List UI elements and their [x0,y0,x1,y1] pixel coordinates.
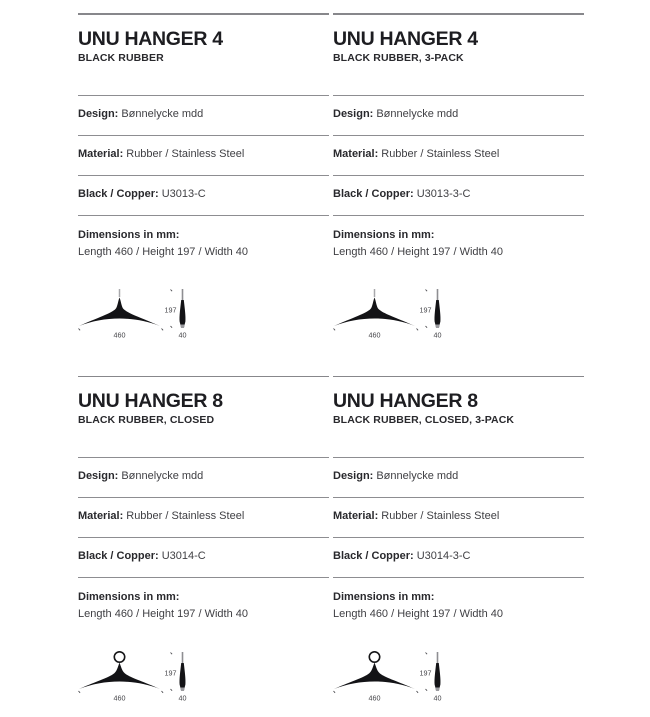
hanger-dimension-diagram [333,647,584,705]
spec-value-color-code: U3014-C [161,550,206,562]
card-top-divider [333,376,584,378]
spec-value-design: Bønnelycke mdd [376,107,459,120]
product-title: UNU HANGER 8 [333,390,478,412]
height-dim-label: 197 [164,305,177,314]
spec-row-color-code [78,537,329,577]
width-dim-label: 40 [433,330,442,339]
dimensions-value: Length 460 / Height 197 / Width 40 [333,608,504,620]
dimensions-value: Length 460 / Height 197 / Width 40 [78,245,249,258]
height-dim-label: 197 [419,305,432,314]
hanger-dimension-diagram [333,285,584,343]
product-subtitle: BLACK RUBBER [78,51,164,64]
product-subtitle: BLACK RUBBER, CLOSED [78,414,215,426]
width-dim-label: 40 [433,693,442,703]
spec-label-design: Design: [78,470,119,482]
spec-row-design [78,95,329,135]
spec-value-color-code: U3014-3-C [416,550,471,562]
hanger-side-view-icon [420,652,442,703]
spec-label-design: Design: [333,107,374,120]
spec-label-material: Material: [333,147,379,160]
dimensions-label: Dimensions in mm: [333,228,435,241]
dimensions-section [78,215,329,261]
dimensions-value: Length 460 / Height 197 / Width 40 [78,608,249,620]
spec-label-material: Material: [78,510,124,522]
product-card-hanger4 [78,13,329,343]
spec-row-color-code [333,537,584,577]
length-dim-label: 460 [113,330,126,339]
spec-value-material: Rubber / Stainless Steel [381,147,500,160]
spec-label-color-code: Black / Copper: [333,550,414,562]
spec-value-material: Rubber / Stainless Steel [381,510,500,522]
card-top-divider [78,376,329,378]
spec-label-material: Material: [78,147,124,160]
spec-label-color-code: Black / Copper: [333,187,414,200]
spec-row-design [78,457,329,497]
hanger-front-view-icon [79,289,164,340]
hanger-side-view-icon [165,289,187,340]
spec-value-material: Rubber / Stainless Steel [126,147,245,160]
length-dim-label: 460 [113,693,126,703]
spec-row-design [333,457,584,497]
spec-label-material: Material: [333,510,379,522]
product-title: UNU HANGER 4 [78,27,223,50]
hanger-front-view-icon [334,289,419,340]
hanger-front-view-ring-icon [79,652,164,703]
hanger-front-view-ring-icon [334,652,419,703]
spec-label-design: Design: [333,470,374,482]
dimensions-value: Length 460 / Height 197 / Width 40 [333,245,504,258]
product-title: UNU HANGER 8 [78,390,223,412]
product-title: UNU HANGER 4 [333,27,478,50]
spec-label-color-code: Black / Copper: [78,187,159,200]
spec-row-color-code [333,175,584,215]
product-card-hanger8 [78,376,329,706]
dimensions-section [78,577,329,623]
height-dim-label: 197 [419,668,432,678]
spec-value-design: Bønnelycke mdd [121,470,204,482]
spec-label-color-code: Black / Copper: [78,550,159,562]
spec-row-material [78,497,329,537]
product-subtitle: BLACK RUBBER, 3-PACK [333,51,464,64]
spec-value-material: Rubber / Stainless Steel [126,510,245,522]
product-card-hanger4-3pack [333,13,584,343]
hanger-dimension-diagram [78,647,329,705]
spec-value-color-code: U3013-C [161,187,206,200]
dimensions-label: Dimensions in mm: [78,228,180,241]
hanger-dimension-diagram [78,285,329,343]
spec-row-material [333,497,584,537]
length-dim-label: 460 [368,330,381,339]
spec-value-design: Bønnelycke mdd [376,470,459,482]
width-dim-label: 40 [178,693,187,703]
spec-row-design [333,95,584,135]
card-top-divider [333,13,584,15]
product-grid [78,13,650,705]
width-dim-label: 40 [178,330,187,339]
spec-row-color-code [78,175,329,215]
hanger-side-view-icon [420,289,442,340]
product-subtitle: BLACK RUBBER, CLOSED, 3-PACK [333,414,515,426]
product-card-hanger8-3pack [333,376,584,706]
spec-value-design: Bønnelycke mdd [121,107,204,120]
card-top-divider [78,13,329,15]
spec-row-material [333,135,584,175]
dimensions-label: Dimensions in mm: [78,591,180,603]
spec-row-material [78,135,329,175]
length-dim-label: 460 [368,693,381,703]
spec-value-color-code: U3013-3-C [416,187,471,200]
dimensions-section [333,215,584,261]
dimensions-label: Dimensions in mm: [333,591,435,603]
spec-label-design: Design: [78,107,119,120]
hanger-side-view-icon [165,652,187,703]
height-dim-label: 197 [164,668,177,678]
dimensions-section [333,577,584,623]
